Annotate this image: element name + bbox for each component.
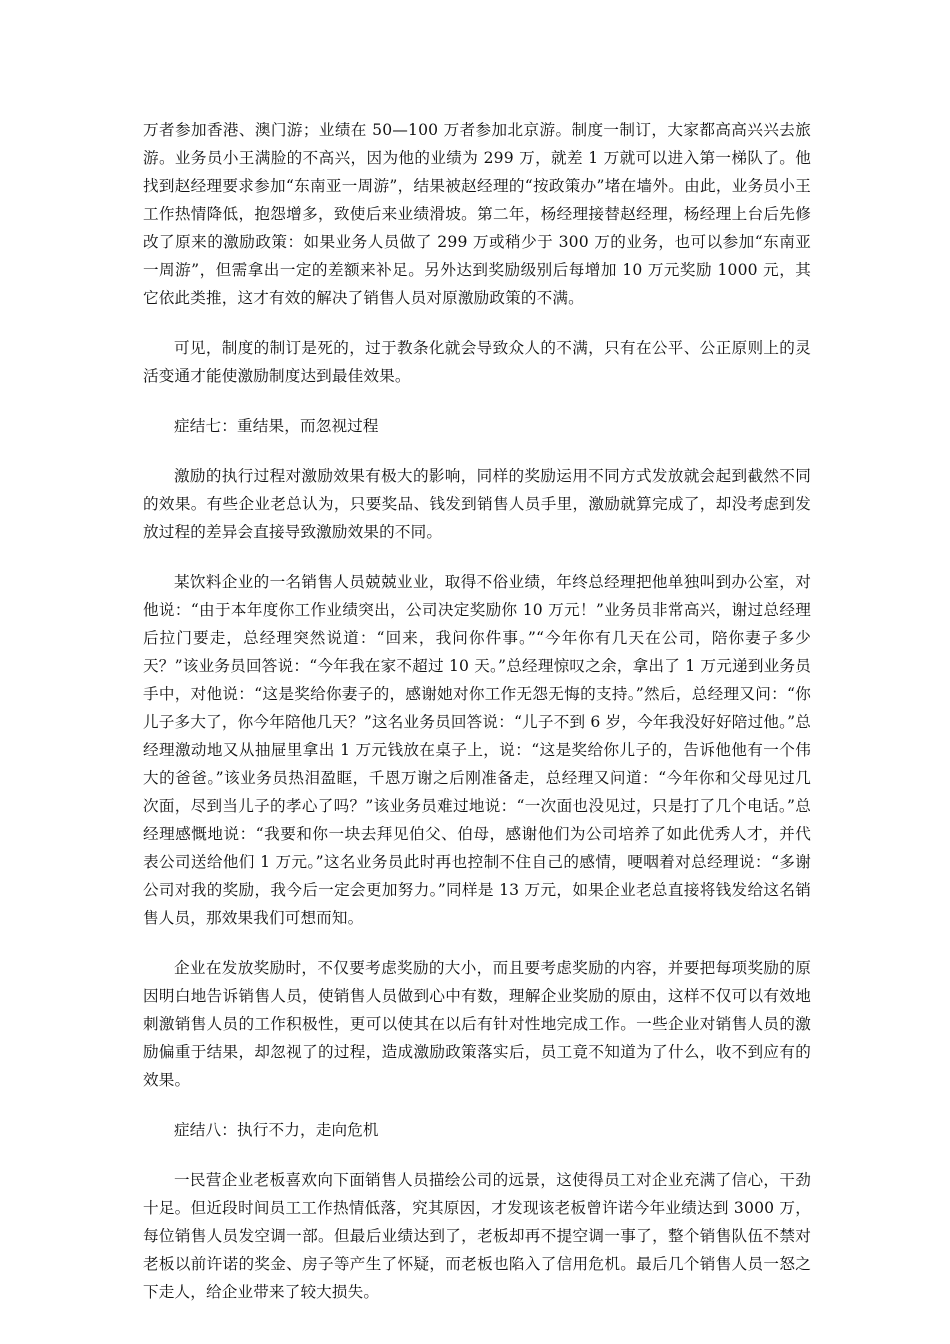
section-heading-seven: 症结七：重结果，而忽视过程	[174, 417, 379, 435]
paragraph-flexibility-conclusion: 可见，制度的制订是死的，过于教条化就会导致众人的不满，只有在公平、公正原则上的灵活变通才能使激励制度达到最佳效果。	[143, 339, 811, 385]
section-heading-eight: 症结八：执行不力，走向危机	[174, 1121, 379, 1139]
paragraph-broken-promise: 一民营企业老板喜欢向下面销售人员描绘公司的远景，这使得员工对企业充满了信心，干劲十足。但近段时间员工工作热情低落，究其原因，才发现该老板曾许诺今年业绩达到 3000 万，每位销售人员发空调一部。但最后业绩达到了，老板却再不提空调一事了，整个销售队伍不禁对老板以前许诺的奖金、房子等产生了怀疑，而老板也陷入了信用危机。最后几个销售人员一怒之下走人，给企业带来了较大损失。	[143, 1171, 811, 1301]
paragraph-reward-explanation: 企业在发放奖励时，不仅要考虑奖励的大小，而且要考虑奖励的内容，并要把每项奖励的原因明白地告诉销售人员，使销售人员做到心中有数，理解企业奖励的原由，这样不仅可以有效地刺激销售人员的工作积极性，更可以使其在以后有针对性地完成工作。一些企业对销售人员的激励偏重于结果，却忽视了的过程，造成激励政策落实后，员工竟不知道为了什么，收不到应有的效果。	[143, 959, 811, 1089]
paragraph-travel-incentive: 万者参加香港、澳门游；业绩在 50—100 万者参加北京游。制度一制订，大家都高高兴兴去旅游。业务员小王满脸的不高兴，因为他的业绩为 299 万，就差 1 万就可以进入第一梯队了。他找到赵经理要求参加“东南亚一周游”，结果被赵经理的“按政策办”堵在墙外。由此，业务员小王工作热情降低，抱怨增多，致使后来业绩滑坡。第二年，杨经理接替赵经理，杨经理上台后先修改了原来的激励政策：如果业务人员做了 299 万或稍少于 300 万的业务，也可以参加“东南亚一周游”，但需拿出一定的差额来补足。另外达到奖励级别后每增加 10 万元奖励 1000 元，其它依此类推，这才有效的解决了销售人员对原激励政策的不满。	[143, 121, 811, 307]
document-body	[143, 116, 811, 1328]
paragraph-process-importance: 激励的执行过程对激励效果有极大的影响，同样的奖励运用不同方式发放就会起到截然不同的效果。有些企业老总认为，只要奖品、钱发到销售人员手里，激励就算完成了，却没考虑到发放过程的差异会直接导致激励效果的不同。	[143, 467, 811, 541]
paragraph-beverage-company-story: 某饮料企业的一名销售人员兢兢业业，取得不俗业绩，年终总经理把他单独叫到办公室，对他说：“由于本年度你工作业绩突出，公司决定奖励你 10 万元！”业务员非常高兴，谢过总经理后拉门要走，总经理突然说道：“回来，我问你件事。”“今年你有几天在公司，陪你妻子多少天？”该业务员回答说：“今年我在家不超过 10 天。”总经理惊叹之余，拿出了 1 万元递到业务员手中，对他说：“这是奖给你妻子的，感谢她对你工作无怨无悔的支持。”然后，总经理又问：“你儿子多大了，你今年陪他几天？”这名业务员回答说：“儿子不到 6 岁，今年我没好好陪过他。”总经理激动地又从抽屉里拿出 1 万元钱放在桌子上，说：“这是奖给你儿子的，告诉他他有一个伟大的爸爸。”该业务员热泪盈眶，千恩万谢之后刚准备走，总经理又问道：“今年你和父母见过几次面，尽到当儿子的孝心了吗？”该业务员难过地说：“一次面也没见过，只是打了几个电话。”总经理感慨地说：“我要和你一块去拜见伯父、伯母，感谢他们为公司培养了如此优秀人才，并代表公司送给他们 1 万元。”这名业务员此时再也控制不住自己的感情，哽咽着对总经理说：“多谢公司对我的奖励，我今后一定会更加努力。”同样是 13 万元，如果企业老总直接将钱发给这名销售人员，那效果我们可想而知。	[143, 573, 811, 927]
